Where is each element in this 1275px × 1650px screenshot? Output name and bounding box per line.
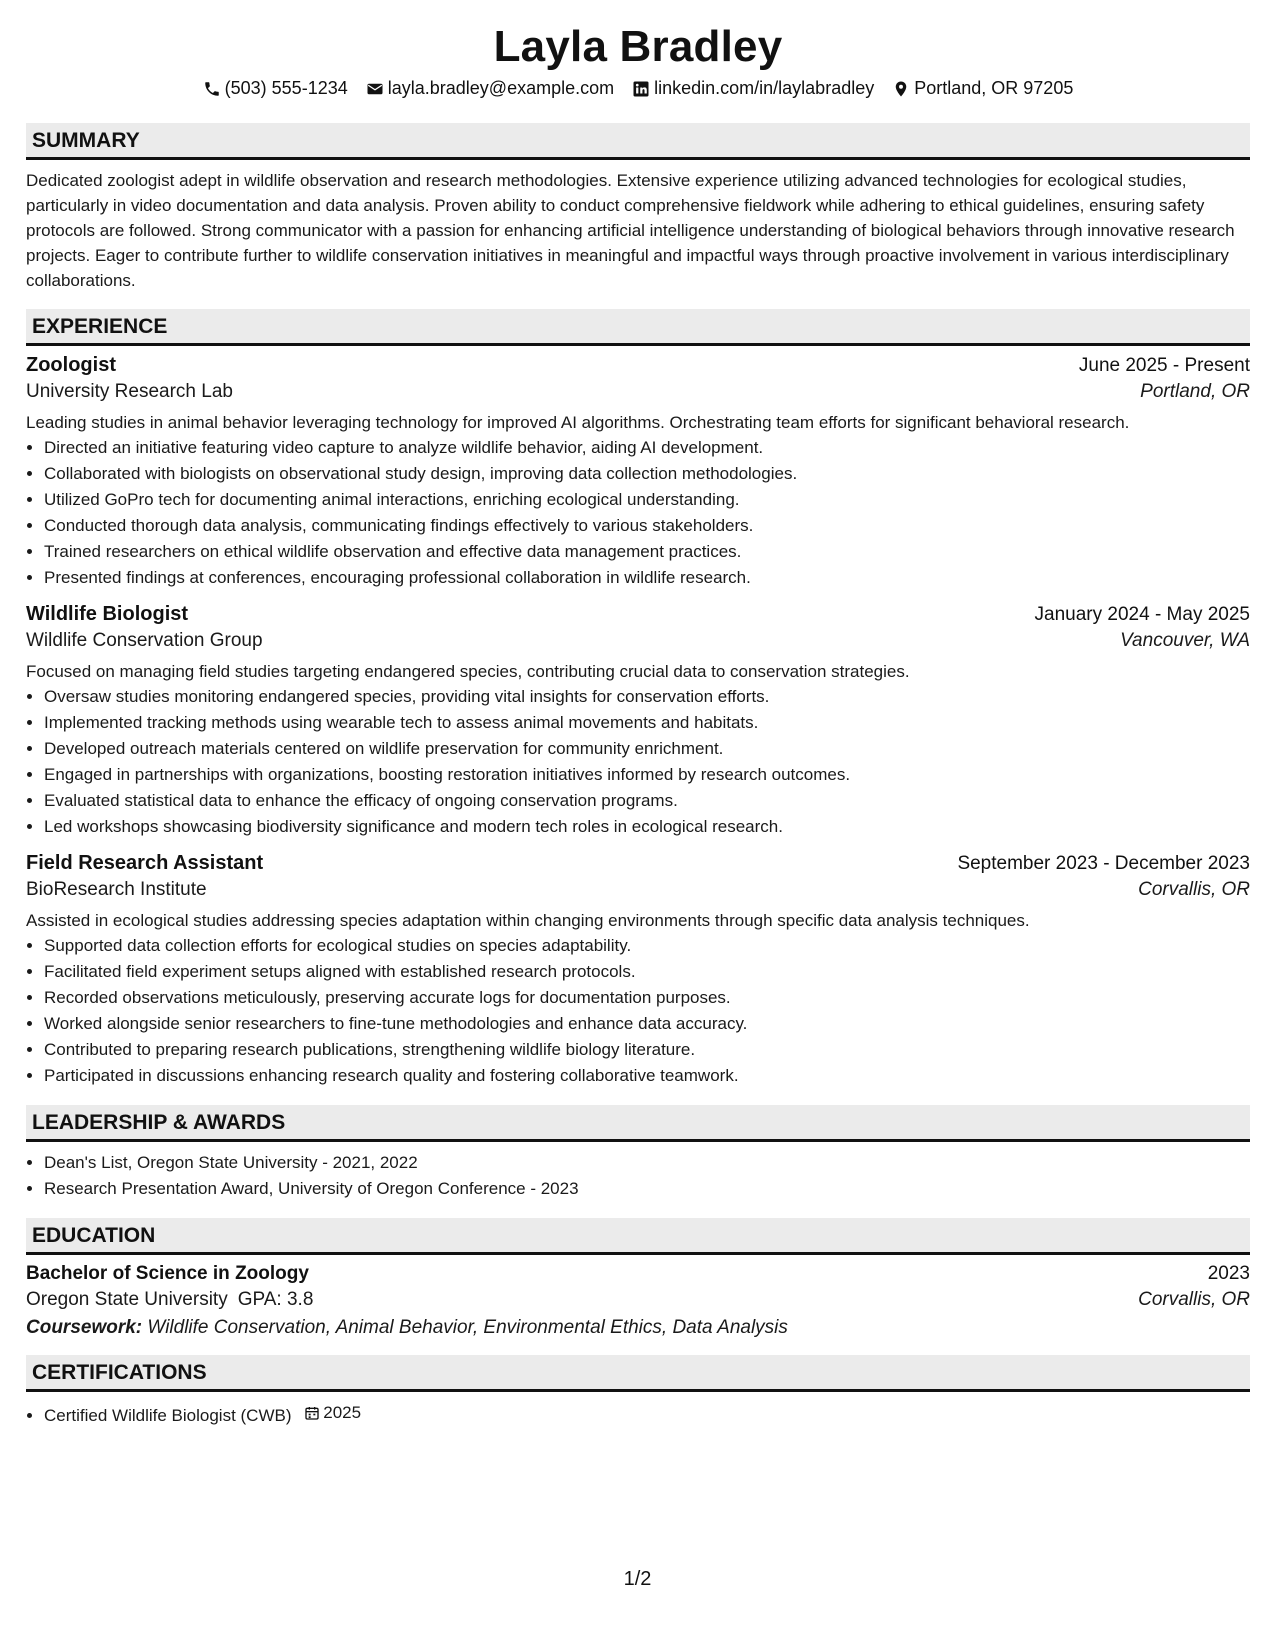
- contact-phone: [203, 78, 348, 99]
- coursework-list: Wildlife Conservation, Animal Behavior, Environmental Ethics, Data Analysis: [147, 1317, 788, 1338]
- list-item: • Oversaw studies monitoring endangered species, providing vital insights for conservation efforts.: [44, 684, 1250, 710]
- list-item: • Trained researchers on ethical wildlife observation and effective data management practices.: [44, 539, 1250, 565]
- job-bullets: [26, 684, 1250, 840]
- experience-section: [26, 309, 1250, 1089]
- education-section: [26, 1218, 1250, 1339]
- job-organization: University Research Lab: [26, 381, 233, 402]
- job-dates: January 2024 - May 2025: [1034, 604, 1250, 625]
- list-item: • Worked alongside senior researchers to fine-tune methodologies and enhance data accuracy.: [44, 1011, 1250, 1037]
- list-item: • Conducted thorough data analysis, communicating findings effectively to various stakeholders.: [44, 513, 1250, 539]
- list-item: • Evaluated statistical data to enhance the efficacy of ongoing conservation programs.: [44, 788, 1250, 814]
- list-item: • Implemented tracking methods using wearable tech to assess animal movements and habitats.: [44, 710, 1250, 736]
- job-description: Leading studies in animal behavior leveraging technology for improved AI algorithms. Orchestrating team efforts for significant behavioral research.: [26, 413, 1130, 432]
- leadership-heading: LEADERSHIP & AWARDS: [26, 1105, 1250, 1142]
- school-location: Corvallis, OR: [1138, 1289, 1250, 1310]
- certifications-section: [26, 1355, 1250, 1429]
- gpa: GPA: 3.8: [237, 1289, 314, 1310]
- education-heading: EDUCATION: [26, 1218, 1250, 1255]
- email-text[interactable]: layla.bradley@example.com: [387, 78, 615, 98]
- certification-year: 2025: [323, 1403, 362, 1422]
- list-item: • Recorded observations meticulously, preserving accurate logs for documentation purposes.: [44, 985, 1250, 1011]
- job-dates: September 2023 - December 2023: [957, 853, 1250, 874]
- page-number: 1/2: [623, 1568, 652, 1590]
- school-name: Oregon State University: [26, 1289, 228, 1310]
- job-location: Portland, OR: [1140, 381, 1250, 402]
- job-entry: [26, 603, 1250, 840]
- coursework: [26, 1317, 1250, 1339]
- job-description: Assisted in ecological studies addressing species adaptation within changing environments through specific data analysis techniques.: [26, 911, 1030, 930]
- leadership-section: [26, 1105, 1250, 1202]
- degree: Bachelor of Science in Zoology: [26, 1263, 309, 1284]
- envelope-icon: [366, 80, 384, 98]
- summary-text: Dedicated zoologist adept in wildlife observation and research methodologies. Extensive experience utilizing advanced technologies for ecological studies, particularly in video documentation and data analysis. Proven ability to conduct comprehensive fieldwork while adhering to ethical guidelines, ensuring safety protocols are followed. Strong communicator with a passion for enhancing artificial intelligence understanding of biological behaviors through innovative research projects. Eager to contribute further to wildlife conservation initiatives in meaningful and impactful ways through proactive involvement in various interdisciplinary collaborations.: [26, 171, 1235, 290]
- calendar-icon: [304, 1405, 320, 1421]
- job-bullets: [26, 435, 1250, 591]
- award-list: [26, 1150, 1250, 1202]
- coursework-label: Coursework:: [26, 1317, 143, 1338]
- job-location: Corvallis, OR: [1138, 879, 1250, 900]
- contact-email[interactable]: [366, 78, 614, 99]
- list-item: • Dean's List, Oregon State University - 2021, 2022: [44, 1150, 1250, 1176]
- map-pin-icon: [892, 80, 910, 98]
- job-dates: June 2025 - Present: [1078, 355, 1250, 376]
- list-item: • Contributed to preparing research publications, strengthening wildlife biology literature.: [44, 1037, 1250, 1063]
- job-bullets: [26, 933, 1250, 1089]
- list-item: • Supported data collection efforts for ecological studies on species adaptability.: [44, 933, 1250, 959]
- contact-bar: [26, 78, 1250, 99]
- job-title: Wildlife Biologist: [26, 603, 189, 625]
- location-text: Portland, OR 97205: [914, 78, 1074, 98]
- summary-heading: SUMMARY: [26, 123, 1250, 160]
- list-item: • Facilitated field experiment setups aligned with established research protocols.: [44, 959, 1250, 985]
- job-organization: BioResearch Institute: [26, 879, 207, 900]
- list-item: • Participated in discussions enhancing research quality and fostering collaborative teamwork.: [44, 1063, 1250, 1089]
- list-item: • Engaged in partnerships with organizations, boosting restoration initiatives informed by research outcomes.: [44, 762, 1250, 788]
- job-organization: Wildlife Conservation Group: [26, 630, 263, 651]
- job-entry: [26, 852, 1250, 1089]
- list-item: • Directed an initiative featuring video capture to analyze wildlife behavior, aiding AI development.: [44, 435, 1250, 461]
- job-title: Zoologist: [26, 354, 116, 376]
- list-item: • Developed outreach materials centered on wildlife preservation for community enrichment.: [44, 736, 1250, 762]
- job-entry: [26, 354, 1250, 591]
- certification-name: Certified Wildlife Biologist (CWB): [44, 1406, 292, 1425]
- job-location: Vancouver, WA: [1120, 630, 1250, 651]
- certifications-heading: CERTIFICATIONS: [26, 1355, 1250, 1392]
- certification-date: [304, 1400, 361, 1426]
- resume-page: [26, 18, 1250, 1445]
- graduation-year: 2023: [1207, 1263, 1250, 1284]
- list-item: • Presented findings at conferences, encouraging professional collaboration in wildlife research.: [44, 565, 1250, 591]
- summary-section: [26, 123, 1250, 293]
- list-item: • Utilized GoPro tech for documenting animal interactions, enriching ecological understanding.: [44, 487, 1250, 513]
- list-item: [44, 1400, 1250, 1429]
- linkedin-text[interactable]: linkedin.com/in/laylabradley: [654, 78, 875, 98]
- list-item: • Collaborated with biologists on observational study design, improving data collection methodologies.: [44, 461, 1250, 487]
- linkedin-icon: [632, 80, 650, 98]
- job-description: Focused on managing field studies targeting endangered species, contributing crucial data to conservation strategies.: [26, 662, 910, 681]
- candidate-name: Layla Bradley: [493, 22, 783, 71]
- experience-heading: EXPERIENCE: [26, 309, 1250, 346]
- list-item: • Research Presentation Award, University of Oregon Conference - 2023: [44, 1176, 1250, 1202]
- contact-location: [892, 78, 1073, 99]
- job-title: Field Research Assistant: [26, 852, 264, 874]
- certification-list: [26, 1400, 1250, 1429]
- contact-linkedin[interactable]: [632, 78, 874, 99]
- phone-icon: [203, 80, 221, 98]
- list-item: • Led workshops showcasing biodiversity significance and modern tech roles in ecological research.: [44, 814, 1250, 840]
- phone-text: (503) 555-1234: [224, 78, 348, 98]
